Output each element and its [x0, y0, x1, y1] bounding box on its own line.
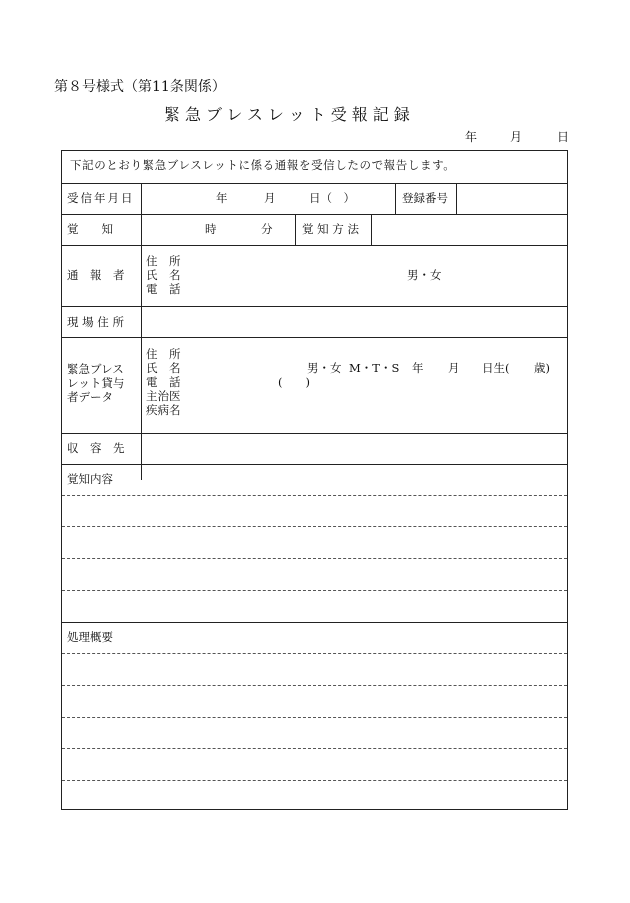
label-column-divider	[141, 183, 142, 480]
lender-era: M・T・S	[349, 361, 400, 375]
awareness-minute-label: 分	[261, 222, 273, 236]
ruled-line	[62, 558, 567, 559]
report-form-table	[61, 150, 568, 810]
ruled-line	[62, 526, 567, 527]
receipt-month-label: 月	[264, 191, 276, 205]
intro-text: 下記のとおり緊急ブレスレットに係る通報を受信したので報告します。	[70, 158, 456, 172]
reporter-label: 通 報 者	[67, 268, 125, 282]
awareness-content-label: 覚知内容	[67, 472, 113, 486]
column-divider	[395, 183, 396, 214]
row-divider	[62, 245, 567, 246]
lender-fields: 住 所 氏 名 電 話 主治医 疾病名	[146, 347, 181, 417]
ruled-line	[62, 653, 567, 654]
lender-age-label: 歳)	[534, 361, 550, 375]
row-divider	[62, 433, 567, 434]
ruled-line	[62, 590, 567, 591]
lender-sex: 男・女	[307, 361, 342, 375]
ruled-line	[62, 495, 567, 496]
form-number: 第８号様式（第11条関係）	[54, 79, 226, 95]
receipt-date-label: 受信年月日	[67, 191, 135, 205]
awareness-label: 覚 知	[67, 222, 113, 236]
column-divider	[371, 214, 372, 245]
awareness-method-label: 覚 知 方 法	[302, 222, 359, 236]
receipt-year-label: 年	[216, 191, 228, 205]
form-title: 緊急ブレスレット受報記録	[164, 105, 415, 124]
row-divider	[62, 464, 567, 465]
site-address-label: 現 場 住 所	[67, 315, 124, 329]
column-divider	[295, 214, 296, 245]
lender-phone-parens: ( )	[278, 375, 310, 389]
ruled-line	[62, 717, 567, 718]
date-month-label: 月	[510, 130, 523, 144]
reporter-fields: 住 所 氏 名 電 話	[146, 254, 181, 296]
processing-summary-label: 処理概要	[67, 630, 113, 644]
registration-number-label: 登録番号	[402, 191, 448, 205]
ruled-line	[62, 780, 567, 781]
date-day-label: 日	[557, 130, 570, 144]
receipt-day-label: 日（ ）	[309, 191, 355, 205]
row-divider	[62, 337, 567, 338]
lender-birth-day-label: 日生(	[482, 361, 510, 375]
row-divider	[62, 183, 567, 184]
lender-birth-year-label: 年	[412, 361, 424, 375]
destination-label: 収 容 先	[67, 441, 125, 455]
ruled-line	[62, 748, 567, 749]
ruled-line	[62, 685, 567, 686]
row-divider	[62, 622, 567, 623]
row-divider	[62, 214, 567, 215]
column-divider	[456, 183, 457, 214]
lender-birth-month-label: 月	[448, 361, 460, 375]
lender-data-label: 緊急ブレス レット貸与 者データ	[67, 362, 125, 404]
awareness-hour-label: 時	[205, 222, 217, 236]
reporter-sex: 男・女	[407, 268, 442, 282]
date-year-label: 年	[465, 130, 478, 144]
row-divider	[62, 306, 567, 307]
